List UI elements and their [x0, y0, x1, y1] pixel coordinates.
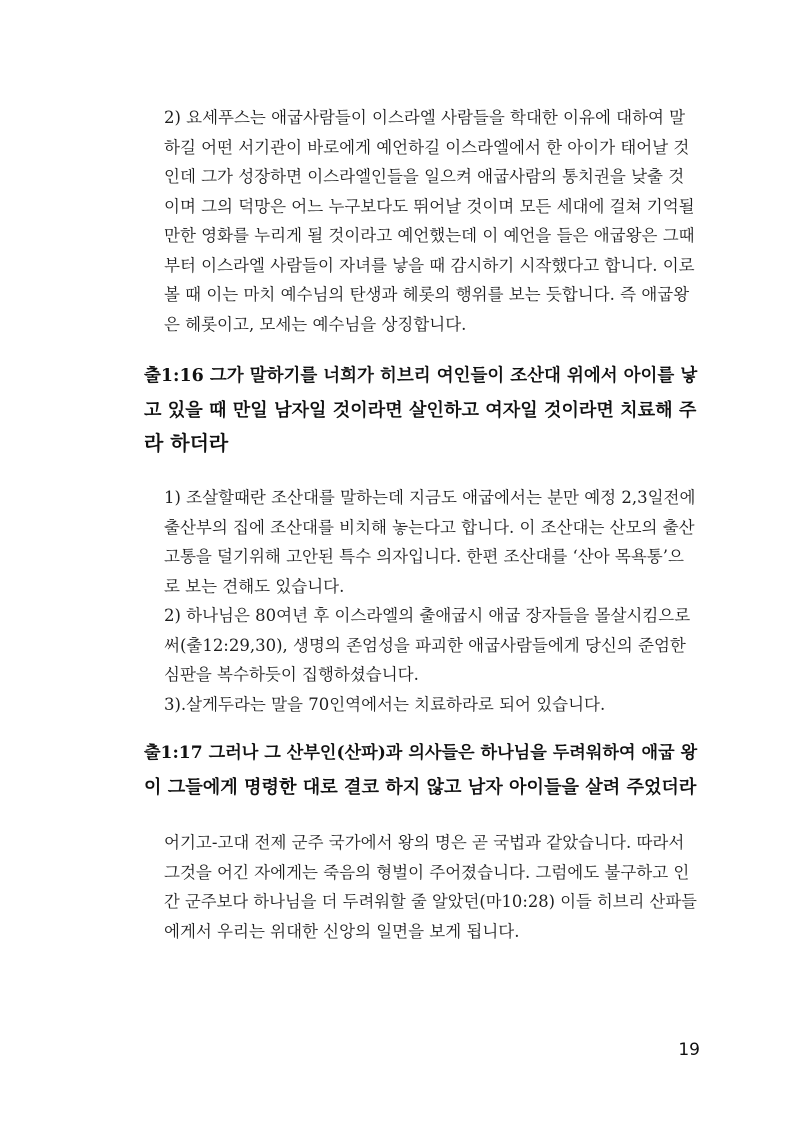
verse-exodus-1-17	[144, 737, 700, 804]
text-line: 로 보는 견해도 있습니다.	[164, 576, 345, 596]
text-line: 심판을 복수하듯이 집행하셨습니다.	[164, 665, 419, 684]
text-line: 2) 요세푸스는 애굽사람들이 이스라엘 사람들을 학대한 이유에 대하여 말	[164, 108, 686, 127]
text-line: 에게서 우리는 위대한 신앙의 일면을 보게 됩니다.	[164, 921, 520, 941]
verse-line: 출1:17 그러나 그 산부인(산파)과 의사들은 하나님을 두려워하여 애굽 왕	[144, 743, 698, 763]
text-line: 1) 조살할때란 조산대를 말하는데 지금도 애굽에서는 분만 예정 2,3일전에	[164, 488, 696, 507]
text-line: 이며 그의 덕망은 어느 누구보다도 뛰어날 것이며 모든 세대에 걸쳐 기억될	[164, 196, 695, 216]
verse-exodus-1-16	[144, 360, 700, 461]
verse-line: 출1:16 그가 말하기를 너희가 히브리 여인들이 조산대 위에서 아이를 낳	[144, 366, 698, 386]
text-line: 2) 하나님은 80여년 후 이스라엘의 출애굽시 애굽 장자들을 몰살시킴으로	[164, 606, 691, 625]
verse-line: 고 있을 때 만일 남자일 것이라면 살인하고 여자일 것이라면 치료해 주	[144, 399, 697, 421]
commentary-paragraph-2	[164, 483, 700, 719]
text-line: 3).살게두라는 말을 70인역에서는 치료하라로 되어 있습니다.	[164, 694, 606, 714]
text-line: 만한 영화를 누리게 될 것이라고 예언했는데 이 예언을 들은 애굽왕은 그때	[164, 226, 695, 245]
verse-line: 라 하더라	[144, 431, 229, 455]
verse-line: 이 그들에게 명령한 대로 결코 하지 않고 남자 아이들을 살려 주었더라	[144, 776, 697, 798]
text-line: 출산부의 집에 조산대를 비치해 놓는다고 합니다. 이 조산대는 산모의 출산	[164, 517, 695, 537]
text-line: 부터 이스라엘 사람들이 자녀를 낳을 때 감시하기 시작했다고 합니다. 이로	[164, 255, 695, 275]
text-line: 하길 어떤 서기관이 바로에게 예언하길 이스라엘에서 한 아이가 태어날 것	[164, 137, 690, 157]
text-line: 써(출12:29,30), 생명의 존엄성을 파괴한 애굽사람들에게 당신의 준엄한	[164, 635, 686, 655]
text-line: 인데 그가 성장하면 이스라엘인들을 일으켜 애굽사람의 통치권을 낮출 것	[164, 167, 685, 186]
text-line: 그것을 어긴 자에게는 죽음의 형벌이 주어졌습니다. 그럼에도 불구하고 인	[164, 862, 690, 882]
commentary-paragraph-3	[164, 828, 700, 946]
text-line: 어기고-고대 전제 군주 국가에서 왕의 명은 곧 국법과 같았습니다. 따라서	[164, 833, 685, 852]
text-line: 고통을 덜기위해 고안된 특수 의자입니다. 한편 조산대를 ‘산아 목욕통’으	[164, 547, 684, 566]
text-line: 은 헤롯이고, 모세는 예수님을 상징합니다.	[164, 314, 467, 334]
page-number: 19	[678, 1040, 700, 1060]
text-line: 간 군주보다 하나님을 더 두려워할 줄 알았던(마10:28) 이들 히브리 산파들	[164, 892, 697, 911]
commentary-paragraph-1	[164, 103, 700, 339]
text-line: 볼 때 이는 마치 예수님의 탄생과 헤롯의 행위를 보는 듯합니다. 즉 애굽왕	[164, 285, 690, 304]
